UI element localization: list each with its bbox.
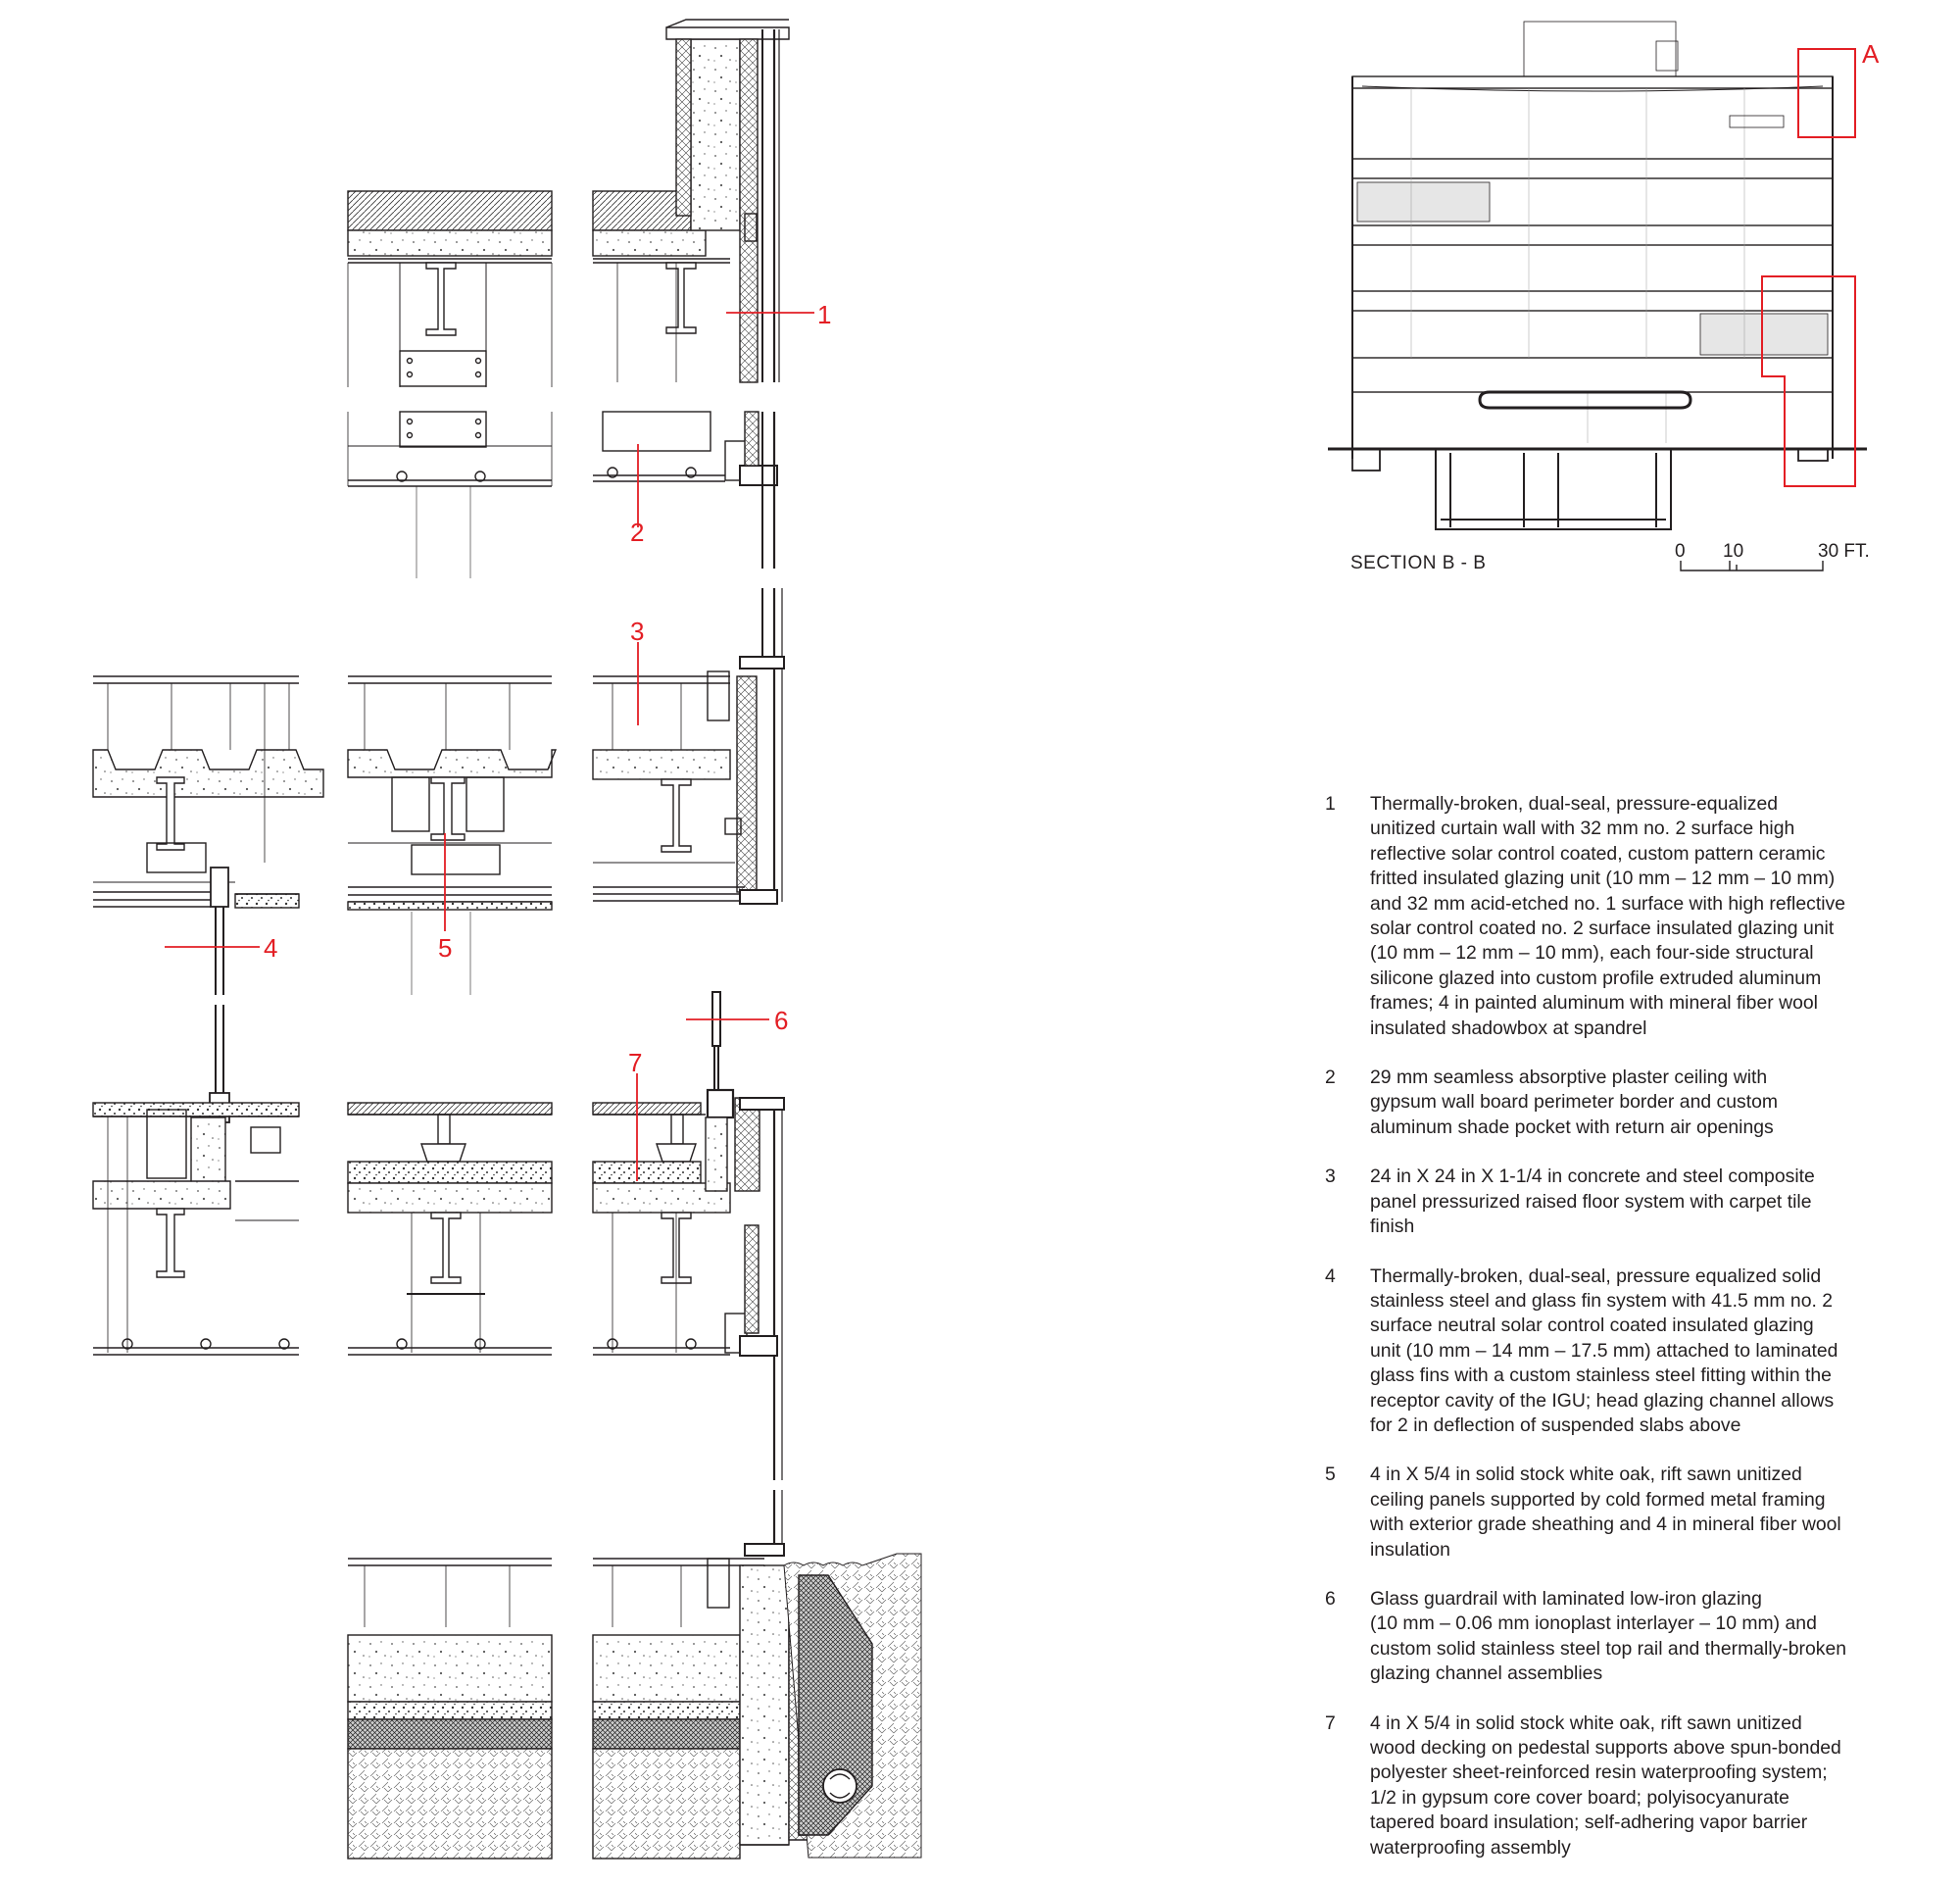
section-callout-boxes [1762, 49, 1855, 486]
detail-roof-perimeter [593, 20, 789, 569]
scale-tick-10: 10 [1723, 541, 1744, 562]
callout-6: 6 [774, 1006, 789, 1035]
note-text: Glass guardrail with laminated low-iron glazing (10 mm – 0.06 mm ionoplast interlayer – 10 mm) and custom solid stainless steel top rail and thermally-broken glazing channel assemblies [1370, 1587, 1847, 1685]
note-number: 5 [1325, 1463, 1336, 1486]
note-number: 4 [1325, 1265, 1336, 1287]
callout-7: 7 [628, 1048, 643, 1077]
detail-ground-perimeter [593, 1490, 921, 1859]
scale-tick-0: 0 [1675, 541, 1686, 562]
detail-glass-fin-lower [93, 1005, 299, 1355]
note-item [1325, 1463, 1874, 1563]
callout-5: 5 [438, 933, 453, 963]
note-text: 4 in X 5/4 in solid stock white oak, rift sawn unitized ceiling panels supported by cold formed metal framing with exterior grade sheathing and 4 in mineral fiber wool insulation [1370, 1463, 1841, 1561]
note-item [1325, 1587, 1874, 1687]
note-number: 1 [1325, 793, 1336, 815]
note-number: 2 [1325, 1067, 1336, 1089]
callout-2: 2 [630, 518, 645, 547]
callout-1: 1 [817, 300, 832, 329]
note-text: 4 in X 5/4 in solid stock white oak, rift sawn unitized wood decking on pedestal supports above spun-bonded polyester sheet-reinforced resin waterproofing system; 1/2 in gypsum core cover board; polyisocyanurate tapered board insulation; self-adhering vapor barrier waterproofing assembly [1370, 1711, 1841, 1859]
notes-list [1325, 792, 1874, 1885]
note-item [1325, 1066, 1874, 1140]
note-number: 6 [1325, 1587, 1336, 1610]
note-item [1325, 792, 1874, 1041]
callout-3: 3 [630, 617, 645, 646]
note-text: Thermally-broken, dual-seal, pressure equalized solid stainless steel and glass fin system with 41.5 mm no. 2 surface neutral solar control coated insulated glazing unit (10 mm – 14 mm – 17.5 mm) attached to laminated glass fins with a custom stainless steel fitting within the receptor cavity of the IGU; head glazing channel allows for 2 in deflection of suspended slabs above [1370, 1265, 1838, 1436]
note-item [1325, 1711, 1874, 1860]
note-item [1325, 1165, 1874, 1239]
note-number: 7 [1325, 1711, 1336, 1734]
note-text: 24 in X 24 in X 1-1/4 in concrete and steel composite panel pressurized raised floor system with carpet tile finish [1370, 1166, 1815, 1238]
note-text: Thermally-broken, dual-seal, pressure-equalized unitized curtain wall with 32 mm no. 2 surface high reflective solar control coated, custom pattern ceramic fritted insulated glazing unit (10 mm – 12 mm – 10 mm) and 32 mm acid-etched no. 1 surface with high reflective solar control coated no. 2 surface insulated glazing unit (10 mm – 12 mm – 10 mm), each four-side structural silicone glazed into custom profile extruded aluminum frames; 4 in painted aluminum with mineral fiber wool insulated shadowbox at spandrel [1370, 793, 1846, 1039]
scale-bar [1675, 541, 1870, 570]
note-text: 29 mm seamless absorptive plaster ceiling with gypsum wall board perimeter border and custom aluminum shade pocket with return air openings [1370, 1067, 1779, 1138]
section-callout-label: A [1862, 39, 1880, 69]
note-number: 3 [1325, 1166, 1336, 1188]
section-title: SECTION B - B [1350, 553, 1487, 573]
detail-terrace-interior [348, 1103, 552, 1355]
callout-4: 4 [264, 933, 278, 963]
scale-tick-30: 30 FT. [1818, 541, 1870, 562]
detail-roof-interior [348, 191, 552, 578]
note-item [1325, 1265, 1874, 1439]
detail-ground-interior [348, 1559, 552, 1859]
detail-terrace-perimeter [593, 992, 784, 1480]
detail-floor-perimeter [593, 588, 784, 904]
callout-leaders [165, 313, 814, 1181]
